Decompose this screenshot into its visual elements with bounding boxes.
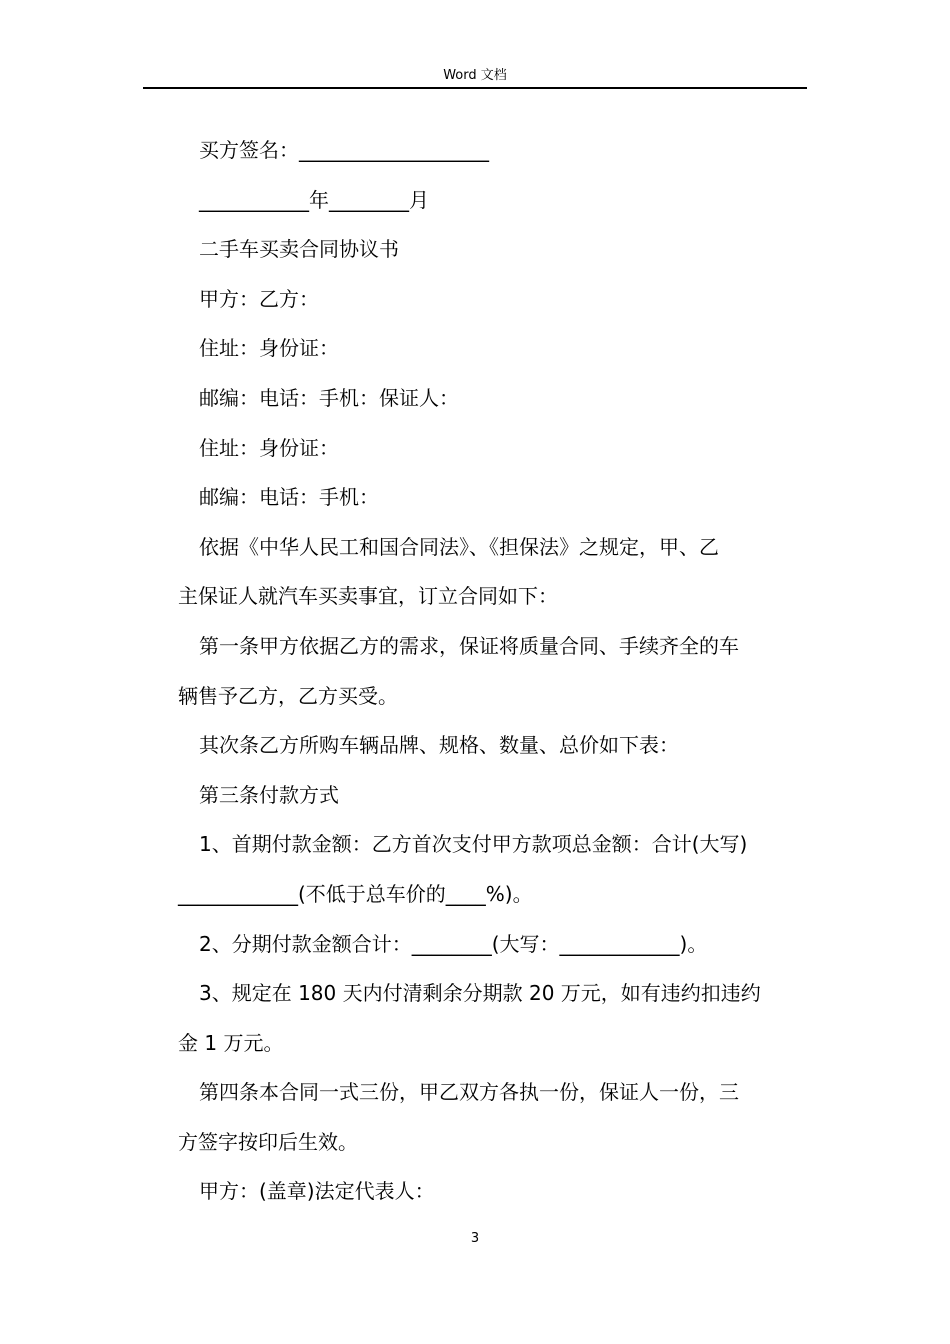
article-one: 第一条甲方依据乙方的需求，保证将质量合同、手续齐全的车 [199, 633, 739, 658]
legal-basis-continuation: 主保证人就汽车买卖事宜，订立合同如下： [178, 584, 558, 609]
article-three: 第三条付款方式 [199, 782, 339, 807]
page-number: 3 [470, 1231, 480, 1246]
deadline-continuation: 金 1 万元。 [178, 1030, 284, 1055]
article-one-continuation: 辆售予乙方，乙方买受。 [178, 683, 398, 708]
guarantor-address-id-line: 住址：身份证： [199, 435, 339, 460]
parties-line: 甲方：乙方： [199, 286, 319, 311]
installment-clause: 2、分期付款金额合计：________(大写：____________)。 [199, 931, 708, 956]
page-header-title: Word 文档 [443, 68, 507, 83]
document-body [178, 126, 810, 1217]
guarantor-contact-line: 邮编：电话：手机： [199, 485, 379, 510]
article-two: 其次条乙方所购车辆品牌、规格、数量、总价如下表： [199, 733, 679, 758]
address-id-line: 住址：身份证： [199, 336, 339, 361]
party-a-seal-line: 甲方：(盖章)法定代表人： [199, 1179, 435, 1204]
down-payment-continuation: ____________(不低于总车价的____%)。 [178, 881, 533, 906]
contract-title: 二手车买卖合同协议书 [199, 237, 399, 262]
article-four: 第四条本合同一式三份，甲乙双方各执一份，保证人一份，三 [199, 1080, 739, 1105]
date-line: ___________年________月 [199, 187, 429, 212]
article-four-continuation: 方签字按印后生效。 [178, 1129, 358, 1154]
down-payment-clause: 1、首期付款金额：乙方首次支付甲方款项总金额：合计(大写) [199, 832, 748, 857]
legal-basis-paragraph: 依据《中华人民工和国合同法》、《担保法》之规定，甲、乙 [199, 534, 719, 559]
header-divider [143, 87, 807, 89]
buyer-signature-line: 买方签名：___________________ [199, 138, 489, 162]
deadline-clause: 3、规定在 180 天内付清剩余分期款 20 万元，如有违约扣违约 [199, 981, 761, 1006]
contact-guarantor-line: 邮编：电话：手机：保证人： [199, 385, 459, 410]
